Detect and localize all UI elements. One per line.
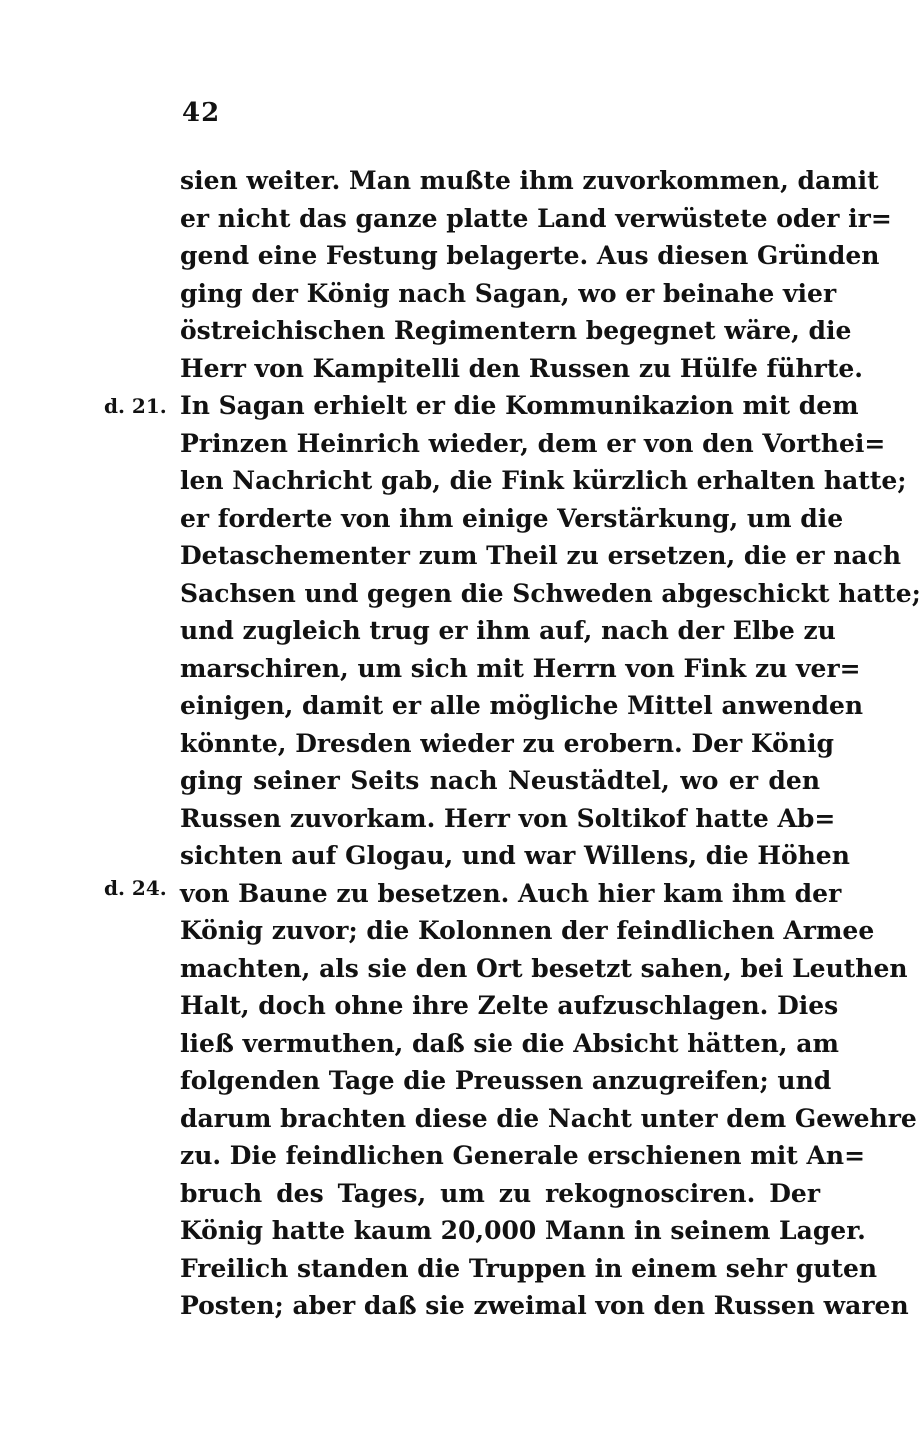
text-line: zu. Die feindlichen Generale erschienen mit An= xyxy=(180,1141,866,1170)
text-line: Sachsen und gegen die Schweden abgeschickt hatte; xyxy=(180,578,921,608)
text-line: folgenden Tage die Preussen anzugreifen; und xyxy=(180,1066,832,1095)
text-line: Detaschementer zum Theil zu ersetzen, die er nach xyxy=(180,541,901,570)
text-line: Posten; aber daß sie zweimal von den Russen waren xyxy=(180,1291,909,1320)
text-line: ging seiner Seits nach Neustädtel, wo er den xyxy=(180,766,820,795)
text-line: ging der König nach Sagan, wo er beinahe vier xyxy=(180,278,837,308)
text-line: und zugleich trug er ihm auf, nach der Elbe zu xyxy=(180,616,836,645)
text-line: marschiren, um sich mit Herrn von Fink zu ver= xyxy=(180,653,861,683)
text-line: Russen zuvorkam. Herr von Soltikof hatte Ab= xyxy=(180,803,836,833)
text-line: Freilich standen die Truppen in einem sehr guten xyxy=(180,1253,878,1283)
text-line: len Nachricht gab, die Fink kürzlich erhalten hatte; xyxy=(180,466,907,495)
text-line: sichten auf Glogau, und war Willens, die Höhen xyxy=(180,841,850,870)
text-line: er forderte von ihm einige Verstärkung, um die xyxy=(180,503,844,533)
text-line: In Sagan erhielt er die Kommunikazion mit dem xyxy=(180,391,859,420)
text-line: gend eine Festung belagerte. Aus diesen Gründen xyxy=(180,241,880,270)
text-line: bruch des Tages, um zu rekognosciren. Der xyxy=(180,1178,820,1208)
text-line: einigen, damit er alle mögliche Mittel anwenden xyxy=(180,691,864,720)
text-line: östreichischen Regimentern begegnet wäre, die xyxy=(180,316,852,345)
text-line: er nicht das ganze platte Land verwüstete oder ir= xyxy=(180,203,892,233)
page-number: 42 xyxy=(182,98,221,128)
text-line: von Baune zu besetzen. Auch hier kam ihm der xyxy=(180,878,842,908)
margin-date-note: d. 21. xyxy=(104,394,167,418)
text-line: Prinzen Heinrich wieder, dem er von den Vorthei= xyxy=(180,428,886,458)
text-line: sien weiter. Man mußte ihm zuvorkommen, damit xyxy=(180,166,879,195)
text-line: ließ vermuthen, daß sie die Absicht hätten, am xyxy=(180,1028,839,1058)
margin-date-note: d. 24. xyxy=(104,876,167,900)
text-line: Herr von Kampitelli den Russen zu Hülfe führte. xyxy=(180,353,863,383)
text-line: Halt, doch ohne ihre Zelte aufzuschlagen. Dies xyxy=(180,991,839,1020)
text-line: König zuvor; die Kolonnen der feindlichen Armee xyxy=(180,916,875,945)
text-line: könnte, Dresden wieder zu erobern. Der König xyxy=(180,728,834,758)
text-line: darum brachten diese die Nacht unter dem Gewehre xyxy=(180,1103,917,1133)
body-text xyxy=(180,162,921,1325)
text-line: König hatte kaum 20,000 Mann in seinem Lager. xyxy=(180,1216,866,1245)
text-line: machten, als sie den Ort besetzt sahen, bei Leuthen xyxy=(180,953,908,983)
